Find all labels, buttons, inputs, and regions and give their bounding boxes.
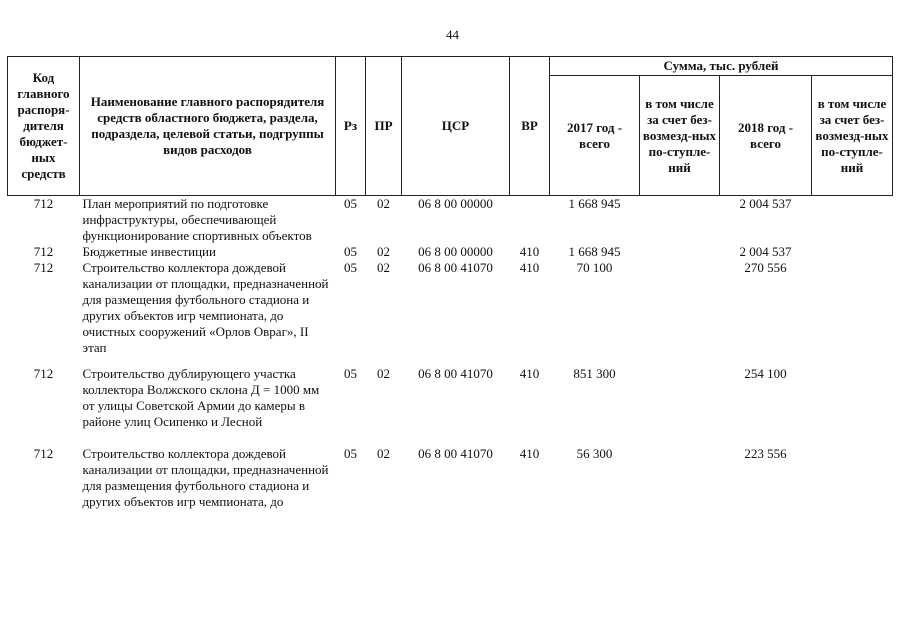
header-csr: ЦСР [402, 57, 510, 196]
cell-incl-2018 [812, 356, 893, 430]
cell-rz: 05 [344, 244, 357, 259]
cell-sum-2018: 223 556 [744, 446, 787, 461]
cell-csr: 06 8 00 00000 [418, 196, 493, 211]
cell-csr: 06 8 00 41070 [418, 366, 493, 381]
cell-rz: 05 [344, 366, 357, 381]
page-number: 44 [446, 27, 459, 42]
table-row [8, 260, 893, 356]
header-sum-group: Сумма, тыс. рублей [550, 57, 893, 76]
header-incl-2018: в том числе за счет без-возмезд-ных по-ступле-ний [812, 76, 893, 196]
header-sum-2017: 2017 год - всего [550, 76, 640, 196]
cell-sum-2017: 1 668 945 [568, 244, 621, 259]
cell-name: План мероприятий по подготовке инфраструктуры, обеспечивающей функционирование спортивных объектов [82, 196, 312, 243]
table-row [8, 430, 893, 510]
cell-vr [510, 196, 550, 245]
cell-sum-2018: 2 004 537 [739, 196, 792, 211]
header-name: Наименование главного распорядителя средств областного бюджета, раздела, подраздела, целевой статьи, подгруппы видов расходов [80, 57, 336, 196]
header-incl-2017: в том числе за счет без-возмезд-ных по-ступле-ний [640, 76, 720, 196]
cell-sum-2018: 254 100 [744, 366, 787, 381]
cell-csr: 06 8 00 41070 [418, 446, 493, 461]
cell-sum-2017: 70 100 [576, 260, 613, 275]
cell-name: Строительство дублирующего участка коллектора Волжского склона Д = 1000 мм от улицы Советской Армии до камеры в районе улиц Осипенко и Лесной [82, 366, 320, 429]
cell-incl-2018 [812, 430, 893, 510]
header-rz: Рз [336, 57, 366, 196]
cell-code: 712 [33, 260, 54, 275]
cell-name: Строительство коллектора дождевой канализации от площадки, предназначенной для размещения футбольного стадиона и других объектов игр чемпионата, до [82, 446, 329, 509]
cell-pr: 02 [377, 366, 390, 381]
cell-name: Бюджетные инвестиции [82, 244, 216, 259]
cell-incl-2017 [640, 196, 720, 245]
table-row [8, 356, 893, 430]
cell-sum-2017: 851 300 [573, 366, 616, 381]
header-code: Код главного распоря-дителя бюджет-ных средств [8, 57, 80, 196]
cell-code: 712 [33, 196, 54, 211]
cell-pr: 02 [377, 244, 390, 259]
cell-rz: 05 [344, 446, 357, 461]
cell-incl-2017 [640, 244, 720, 260]
header-vr: ВР [510, 57, 550, 196]
cell-pr: 02 [377, 260, 390, 275]
cell-vr: 410 [519, 446, 540, 461]
cell-csr: 06 8 00 00000 [418, 244, 493, 259]
table-row [8, 244, 893, 260]
cell-incl-2017 [640, 260, 720, 356]
header-pr: ПР [366, 57, 402, 196]
cell-sum-2017: 56 300 [576, 446, 613, 461]
cell-sum-2017: 1 668 945 [568, 196, 621, 211]
cell-code: 712 [33, 244, 54, 259]
cell-name: Строительство коллектора дождевой канализации от площадки, предназначенной для размещения футбольного стадиона и других объектов игр чемпионата, до очистных сооружений «Орлов Овраг», II этап [82, 260, 329, 355]
cell-pr: 02 [377, 446, 390, 461]
cell-vr: 410 [519, 366, 540, 381]
cell-incl-2018 [812, 244, 893, 260]
cell-sum-2018: 2 004 537 [739, 244, 792, 259]
cell-incl-2017 [640, 430, 720, 510]
cell-code: 712 [33, 446, 54, 461]
cell-incl-2018 [812, 260, 893, 356]
cell-code: 712 [33, 366, 54, 381]
table-row [8, 196, 893, 245]
header-row-top [8, 57, 893, 76]
cell-vr: 410 [519, 260, 540, 275]
header-sum-2018: 2018 год - всего [720, 76, 812, 196]
cell-rz: 05 [344, 260, 357, 275]
cell-csr: 06 8 00 41070 [418, 260, 493, 275]
cell-incl-2018 [812, 196, 893, 245]
cell-pr: 02 [377, 196, 390, 211]
cell-incl-2017 [640, 356, 720, 430]
cell-rz: 05 [344, 196, 357, 211]
budget-table [7, 56, 893, 510]
cell-vr: 410 [519, 244, 540, 259]
cell-sum-2018: 270 556 [744, 260, 787, 275]
